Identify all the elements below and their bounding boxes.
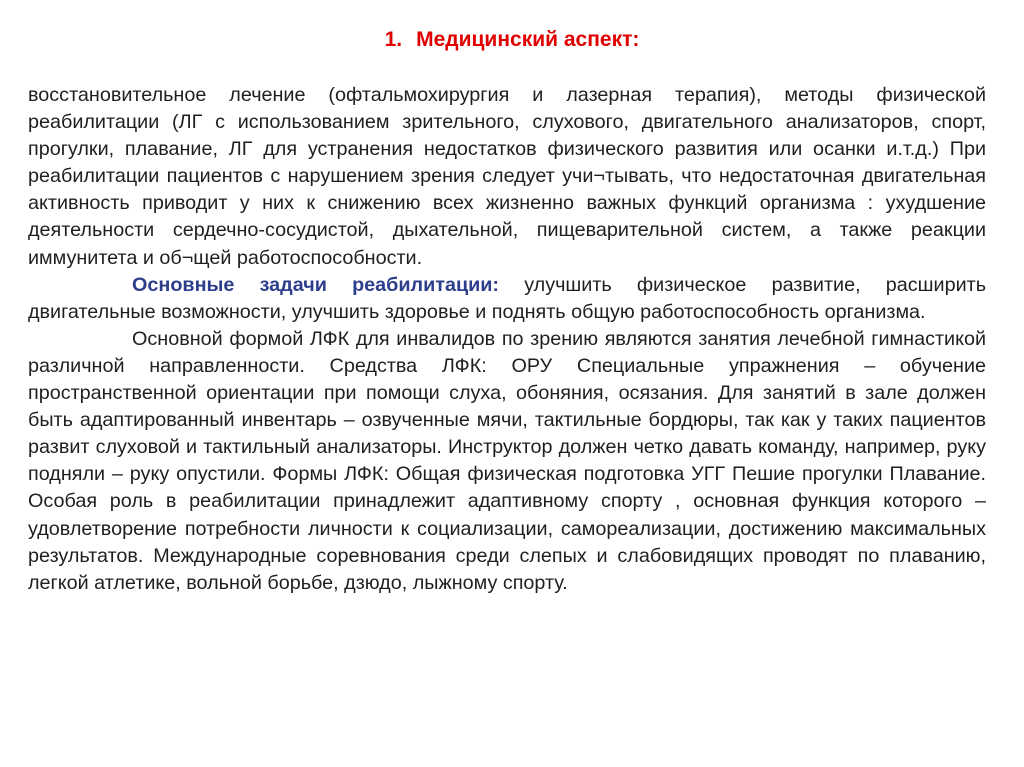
paragraph-1: восстановительное лечение (офтальмохирургия и лазерная терапия), методы физической реабилитации (ЛГ с использованием зрительного, слухового, двигательного анализаторов, спорт, прогулки, плавание, ЛГ для устранения недостатков физического развития или осанки и.т.д.) При реабилитации пациентов с нарушением зрения следует учи¬тывать, что недостаточная двигательная активность приводит у них к снижению всех жизненно важных функций организма : ухудшение деятельности сердечно-сосудистой, дыхательной, пищеварительной систем, а также реакции иммунитета и об¬щей работоспособности. — [28, 84, 986, 269]
tasks-text: улучшить физическое развитие, расширить двигательные возможности, улучшить здоровье и поднять общую работоспособность организма. — [28, 273, 987, 323]
paragraph-2 — [28, 272, 986, 326]
paragraph-3 — [28, 326, 986, 597]
body-text — [28, 82, 986, 597]
slide-heading — [0, 26, 1024, 54]
heading-number: 1. — [384, 28, 403, 51]
tasks-heading: Основные задачи реабилитации: — [132, 273, 500, 296]
paragraph-3-text: Основной формой ЛФК для инвалидов по зрению являются занятия лечебной гимнастикой различной направленности. Средства ЛФК: ОРУ Специальные упражнения – обучение пространственной ориентации при помощи слуха, обоняния, осязания. Для занятий в зале должен быть адаптированный инвентарь – озвученные мячи, тактильные бордюры, так как у таких пациентов развит слуховой и тактильный анализаторы. Инструктор должен четко давать команду, например, руку подняли – руку опустили. Формы ЛФК: Общая физическая подготовка УГГ Пешие прогулки Плавание. Особая роль в реабилитации принадлежит адаптивному спорту , основная функция которого – удовлетворение потребности личности к социализации, самореализации, достижению максимальных результатов. Международные соревнования среди слепых и слабовидящих проводят по плаванию, легкой атлетике, вольной борьбе, дзюдо, лыжному спорту. — [28, 327, 986, 594]
heading-title: Медицинский аспект: — [416, 28, 640, 51]
